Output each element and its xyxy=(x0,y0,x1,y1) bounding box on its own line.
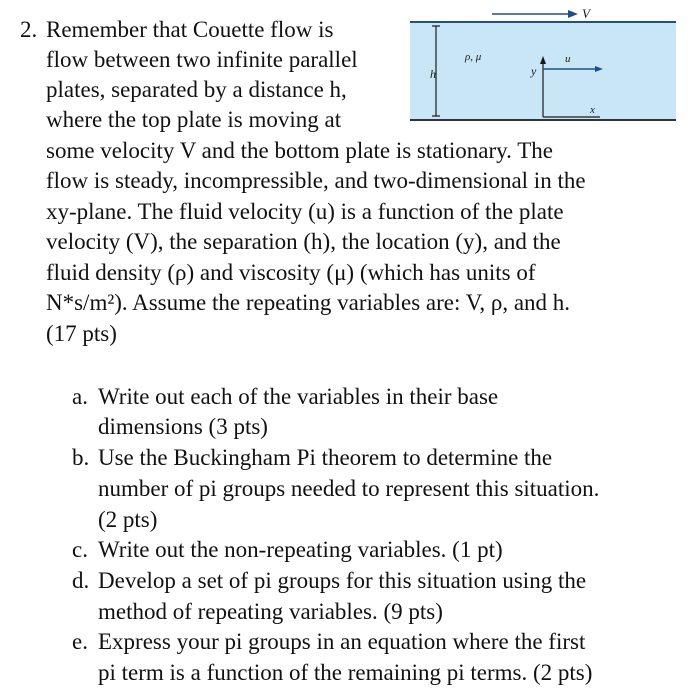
subquestion-b-line-1: Use the Buckingham Pi theorem to determine the xyxy=(98,445,553,470)
subquestion-d-line-2: method of repeating variables. (9 pts) xyxy=(98,599,443,624)
label-h: h xyxy=(430,67,436,81)
subquestion-a-letter: a. xyxy=(72,384,88,409)
subquestion-b-line-2: number of pi groups needed to represent this situation. xyxy=(98,476,600,501)
subquestion-b-line-3: (2 pts) xyxy=(98,507,158,532)
label-v: V xyxy=(582,6,590,21)
subquestion-e-letter: e. xyxy=(72,629,88,654)
problem-line-2: flow between two infinite parallel xyxy=(46,47,358,72)
subquestion-a-line-1: Write out each of the variables in their base xyxy=(98,384,499,409)
problem-line-5: some velocity V and the bottom plate is stationary. The xyxy=(46,138,553,163)
subquestion-b-letter: b. xyxy=(72,445,90,470)
problem-line-10: N*s/m²). Assume the repeating variables are: V, ρ, and h. xyxy=(46,290,571,315)
subquestion-e-line-2: pi term is a function of the remaining pi terms. (2 pts) xyxy=(98,660,593,685)
label-y: y xyxy=(531,64,537,78)
problem-line-7: xy-plane. The fluid velocity (u) is a function of the plate xyxy=(46,199,564,224)
problem-line-4: where the top plate is moving at xyxy=(46,107,342,132)
problem-line-6: flow is steady, incompressible, and two-dimensional in the xyxy=(46,168,586,193)
subquestion-e-line-1: Express your pi groups in an equation where the first xyxy=(98,629,586,654)
problem-line-3: plates, separated by a distance h, xyxy=(46,77,347,102)
subquestion-c-letter: c. xyxy=(72,537,88,562)
subquestion-d-line-1: Develop a set of pi groups for this situation using the xyxy=(98,568,587,593)
problem-line-11: (17 pts) xyxy=(46,321,117,346)
subquestion-c-line-1: Write out the non-repeating variables. (1 pt) xyxy=(98,537,503,562)
label-u: u xyxy=(565,53,571,65)
subquestion-d-letter: d. xyxy=(72,568,90,593)
problem-number: 2. xyxy=(20,17,38,42)
problem-line-9: fluid density (ρ) and viscosity (μ) (which has units of xyxy=(46,260,536,285)
problem-line-8: velocity (V), the separation (h), the location (y), and the xyxy=(46,229,561,254)
velocity-arrowhead xyxy=(568,10,578,18)
subquestion-a-line-2: dimensions (3 pts) xyxy=(98,414,268,439)
problem-line-1: Remember that Couette flow is xyxy=(46,17,334,42)
label-rho-mu: ρ, μ xyxy=(465,51,482,63)
couette-flow-diagram xyxy=(410,0,678,124)
label-x: x xyxy=(590,104,595,116)
